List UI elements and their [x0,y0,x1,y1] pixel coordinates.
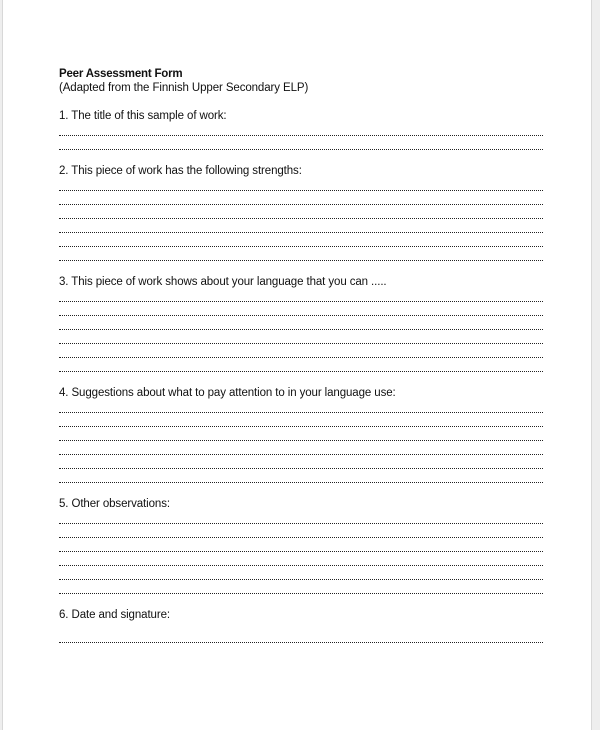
section-date-and-signature [59,608,543,643]
section-strengths [59,164,543,261]
dotted-answer-line [59,191,543,205]
dotted-answer-line [59,344,543,358]
question-label: 3. This piece of work shows about your language that you can ..... [59,276,387,288]
form-sections [59,109,543,643]
answer-lines [59,182,543,261]
question-label: 4. Suggestions about what to pay attention to in your language use: [59,387,396,399]
dotted-answer-line [59,316,543,330]
dotted-answer-line [59,580,543,594]
question-label: 5. Other observations: [59,498,170,510]
dotted-answer-line [59,247,543,261]
signature-gap [59,622,543,630]
section-title-of-work [59,109,543,150]
dotted-answer-line [59,219,543,233]
form-subtitle: (Adapted from the Finnish Upper Secondary ELP) [59,82,309,94]
dotted-answer-line [59,233,543,247]
dotted-answer-line [59,182,543,191]
section-suggestions [59,386,543,483]
section-language-ability [59,275,543,372]
dotted-answer-line [59,524,543,538]
dotted-answer-line [59,136,543,150]
dotted-answer-line [59,205,543,219]
document-page [2,0,592,730]
answer-lines [59,293,543,372]
dotted-answer-line [59,404,543,413]
dotted-answer-line [59,358,543,372]
answer-lines [59,515,543,594]
form-content [59,67,543,643]
answer-lines [59,127,543,150]
question-label: 2. This piece of work has the following strengths: [59,165,302,177]
answer-lines [59,404,543,483]
question-label: 1. The title of this sample of work: [59,110,227,122]
dotted-answer-line [59,566,543,580]
dotted-answer-line [59,441,543,455]
dotted-answer-line [59,127,543,136]
dotted-answer-line [59,515,543,524]
dotted-answer-line [59,634,543,643]
dotted-answer-line [59,330,543,344]
dotted-answer-line [59,455,543,469]
dotted-answer-line [59,302,543,316]
dotted-answer-line [59,538,543,552]
answer-lines [59,634,543,643]
section-other-observations [59,497,543,594]
form-title: Peer Assessment Form [59,68,183,80]
dotted-answer-line [59,552,543,566]
dotted-answer-line [59,427,543,441]
question-label: 6. Date and signature: [59,609,170,621]
dotted-answer-line [59,469,543,483]
dotted-answer-line [59,413,543,427]
dotted-answer-line [59,293,543,302]
